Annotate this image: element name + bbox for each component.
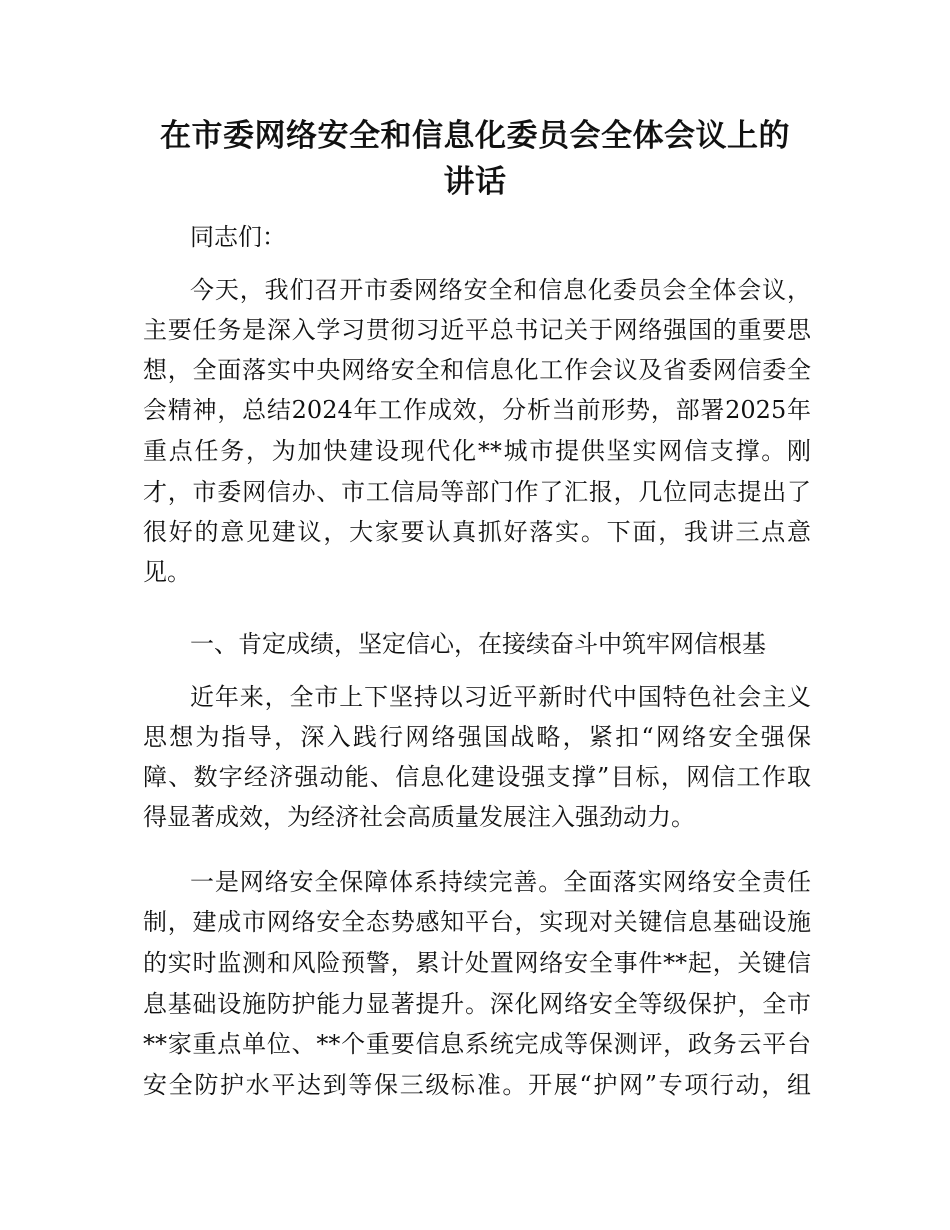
paragraph-line: 得显著成效，为经济社会高质量发展注入强劲动力。: [143, 803, 695, 831]
document-title-line-2: 讲话: [443, 164, 507, 200]
document-title-line-1: 在市委网络安全和信息化委员会全体会议上的: [160, 118, 790, 154]
section-heading: 一、肯定成绩，坚定信心，在接续奋斗中筑牢网信根基: [190, 630, 766, 658]
paragraph-line: 见。: [143, 558, 191, 586]
paragraph-line: **家重点单位、**个重要信息系统完成等保测评，政务云平台: [143, 1030, 811, 1058]
paragraph-line: 今天，我们召开市委网络安全和信息化委员会全体会议，: [190, 276, 811, 304]
paragraph-line: 的实时监测和风险预警，累计处置网络安全事件**起，关键信: [143, 949, 811, 977]
paragraph-line: 会精神，总结2024年工作成效，分析当前形势，部署2025年: [143, 396, 811, 424]
paragraph-line: 息基础设施防护能力显著提升。深化网络安全等级保护，全市: [143, 990, 811, 1018]
paragraph-line: 障、数字经济强动能、信息化建设强支撑”目标，网信工作取: [143, 763, 811, 791]
paragraph-line: 安全防护水平达到等保三级标准。开展“护网”专项行动，组: [143, 1071, 811, 1099]
paragraph-line: 才，市委网信办、市工信局等部门作了汇报，几位同志提出了: [143, 478, 811, 506]
salutation: 同志们：: [190, 223, 286, 251]
paragraph-line: 很好的意见建议，大家要认真抓好落实。下面，我讲三点意: [143, 518, 811, 546]
paragraph-line: 一是网络安全保障体系持续完善。全面落实网络安全责任: [190, 868, 811, 896]
paragraph-line: 制，建成市网络安全态势感知平台，实现对关键信息基础设施: [143, 908, 811, 936]
paragraph-line: 思想为指导，深入践行网络强国战略，紧扣“网络安全强保: [143, 723, 811, 751]
paragraph-line: 主要任务是深入学习贯彻习近平总书记关于网络强国的重要思: [143, 316, 811, 344]
paragraph-line: 近年来，全市上下坚持以习近平新时代中国特色社会主义: [190, 683, 811, 711]
paragraph-line: 想，全面落实中央网络安全和信息化工作会议及省委网信委全: [143, 356, 811, 384]
paragraph-line: 重点任务，为加快建设现代化**城市提供坚实网信支撑。刚: [143, 437, 811, 465]
